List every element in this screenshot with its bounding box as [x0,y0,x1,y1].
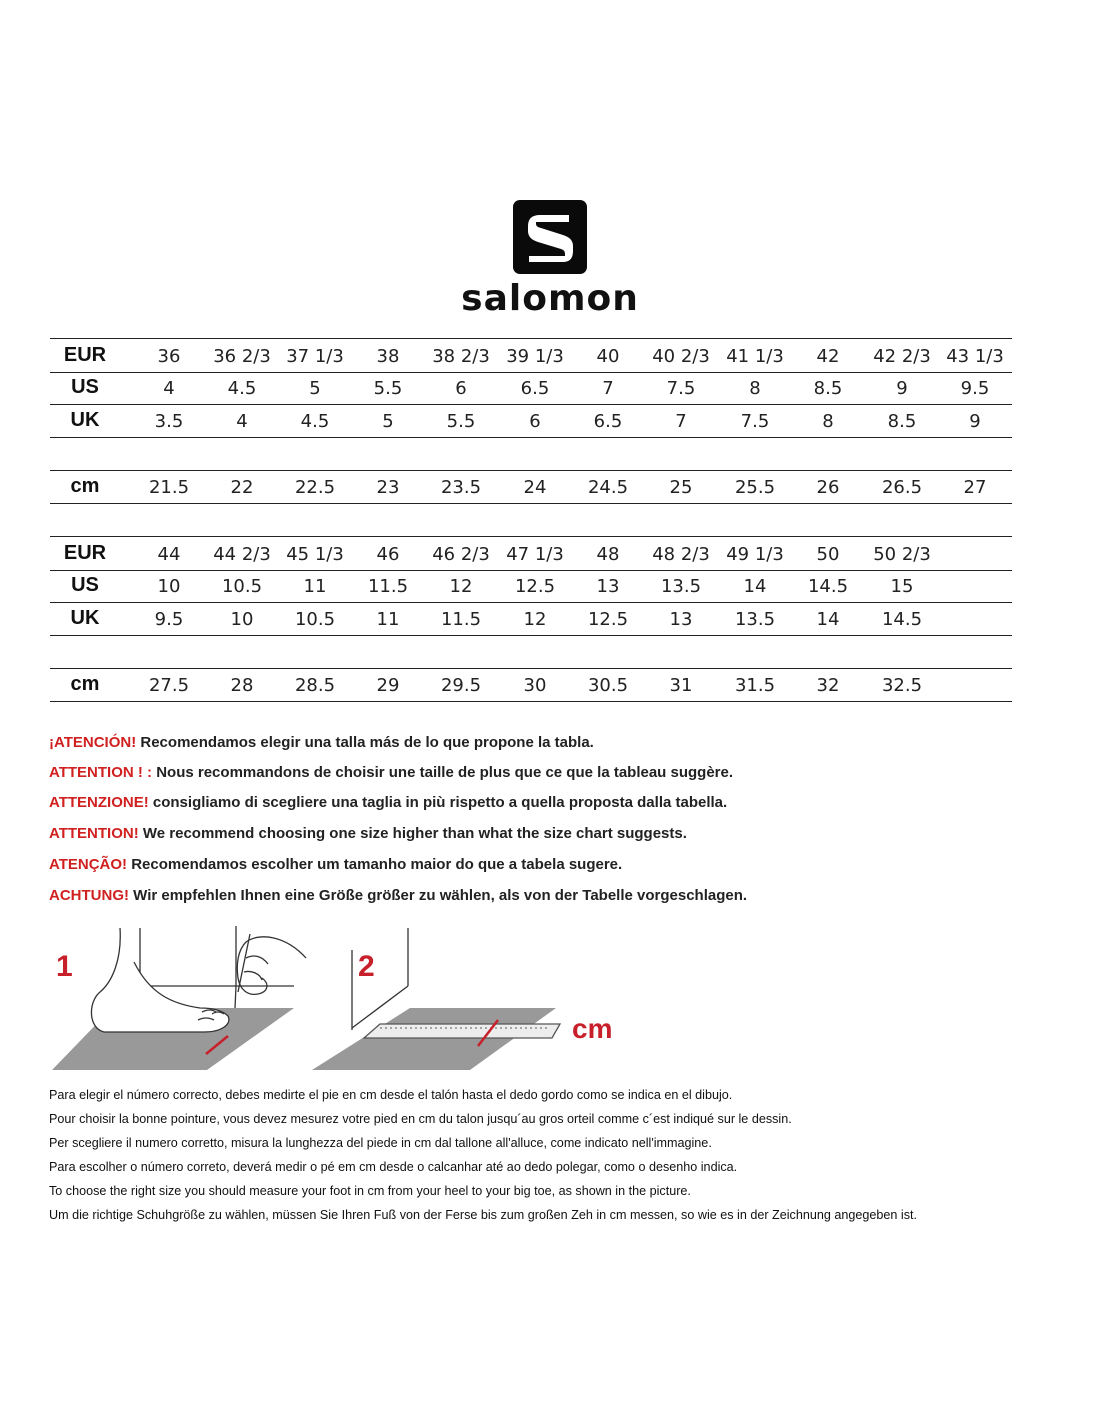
size-cell: 9.5 [154,609,184,630]
size-cell: 39 1/3 [506,346,564,367]
size-row-eur [50,338,1012,373]
size-row-uk [50,404,1012,438]
row-label: cm [70,475,100,497]
row-label: EUR [63,542,107,564]
instruction-fr: Pour choisir la bonne pointure, vous devez mesurez votre pied en cm du talon jusqu´au gros orteil comme c´est indiqué sur le dessin. [49,1112,792,1126]
size-cell: 6 [529,411,541,432]
size-cell: 5 [309,378,321,399]
step-2-label: 2 [358,950,375,983]
size-cell: 6 [455,378,467,399]
size-cell: 44 2/3 [213,544,271,565]
size-cell: 11 [303,576,327,597]
warning-pt: ATENÇÃO! Recomendamos escolher um tamanho maior do que a tabela sugere. [49,856,623,873]
size-cell: 30 [523,675,547,696]
warning-es: ¡ATENCIÓN! Recomendamos elegir una talla más de lo que propone la tabla. [49,734,594,751]
size-cell: 48 [596,544,620,565]
size-cell: 14 [816,609,840,630]
size-cell: 24.5 [587,477,629,498]
size-row-uk [50,602,1012,636]
size-cell: 13 [596,576,620,597]
size-cell: 23.5 [440,477,482,498]
size-cell: 4 [236,411,248,432]
size-cell: 44 [157,544,181,565]
size-cell: 32.5 [881,675,923,696]
size-cell: 31 [669,675,693,696]
size-cell: 7 [602,378,614,399]
instruction-pt: Para escolher o número correto, deverá medir o pé em cm desde o calcanhar até ao dedo polegar, como o desenho indica. [49,1160,738,1174]
row-label: EUR [63,344,107,366]
size-cell: 5 [382,411,394,432]
size-cell: 49 1/3 [726,544,784,565]
size-cell: 45 1/3 [286,544,344,565]
size-cell: 8.5 [887,411,917,432]
size-cell: 42 2/3 [873,346,931,367]
size-cell: 13.5 [734,609,776,630]
size-cell: 5.5 [446,411,476,432]
size-cell: 14 [743,576,767,597]
size-cell: 31.5 [734,675,776,696]
size-cell: 7.5 [740,411,770,432]
size-cell: 4 [163,378,175,399]
row-label [50,437,120,470]
size-cell: 26.5 [881,477,923,498]
size-cell: 11.5 [440,609,482,630]
row-label: UK [70,607,100,629]
size-cell: 38 2/3 [432,346,490,367]
size-cell: 12 [523,609,547,630]
size-row-spacer [50,635,1012,669]
size-cell: 27 [963,477,987,498]
instruction-it: Per scegliere il numero corretto, misura la lunghezza del piede in cm dal tallone all'alluce, come indicato nell'immagine. [49,1136,712,1150]
size-cell: 48 2/3 [652,544,710,565]
size-cell: 14.5 [807,576,849,597]
size-cell: 27.5 [148,675,190,696]
size-cell: 28 [230,675,254,696]
size-cell: 36 [157,346,181,367]
size-cell: 7.5 [666,378,696,399]
size-cell: 37 1/3 [286,346,344,367]
instruction-de: Um die richtige Schuhgröße zu wählen, müssen Sie Ihren Fuß von der Ferse bis zum großen Zeh in cm messen, so wie es in der Zeichnung angegeben ist. [49,1208,917,1222]
size-cell: 11.5 [367,576,409,597]
size-cell: 13.5 [660,576,702,597]
row-label: UK [70,409,100,431]
salomon-s-logo-icon [513,200,587,274]
size-cell: 7 [675,411,687,432]
brand-wordmark: salomon [461,278,639,319]
size-cell: 30.5 [587,675,629,696]
size-cell: 40 [596,346,620,367]
size-cell: 13 [669,609,693,630]
size-cell: 12 [449,576,473,597]
size-row-us [50,371,1012,405]
measurement-illustration [0,920,1100,1080]
size-row-cm [50,470,1012,504]
step-1-label: 1 [56,950,73,983]
size-cell: 21.5 [148,477,190,498]
size-cell: 5.5 [373,378,403,399]
row-label: US [71,376,99,398]
warning-it: ATTENZIONE! consigliamo di scegliere una taglia in più rispetto a quella proposta dalla tabella. [49,794,728,811]
size-cell: 10.5 [294,609,336,630]
size-cell: 46 [376,544,400,565]
row-label: cm [70,673,100,695]
size-cell: 42 [816,346,840,367]
instruction-es: Para elegir el número correcto, debes medirte el pie en cm desde el talón hasta el dedo gordo como se indica en el dibujo. [49,1088,733,1102]
size-cell: 28.5 [294,675,336,696]
size-cell: 4.5 [300,411,330,432]
size-cell: 15 [890,576,914,597]
size-cell: 12.5 [587,609,629,630]
size-cell: 11 [376,609,400,630]
warning-fr: ATTENTION ! : Nous recommandons de choisir une taille de plus que ce que la tableau suggère. [49,764,734,781]
size-cell: 6.5 [520,378,550,399]
size-cell: 12.5 [514,576,556,597]
size-cell: 25.5 [734,477,776,498]
size-cell: 8 [822,411,834,432]
brand-logo [0,200,1100,274]
size-cell: 50 2/3 [873,544,931,565]
size-row-cm [50,668,1012,702]
warning-en: ATTENTION! We recommend choosing one size higher than what the size chart suggests. [49,825,687,842]
size-row-us [50,569,1012,603]
size-cell: 9 [969,411,981,432]
size-cell: 26 [816,477,840,498]
foot-measuring-icon [52,926,306,1070]
size-cell: 36 2/3 [213,346,271,367]
size-cell: 8 [749,378,761,399]
size-cell: 47 1/3 [506,544,564,565]
size-cell: 14.5 [881,609,923,630]
unit-label: cm [572,1013,613,1044]
size-row-eur [50,536,1012,571]
size-cell: 10 [230,609,254,630]
size-cell: 50 [816,544,840,565]
size-cell: 46 2/3 [432,544,490,565]
size-cell: 24 [523,477,547,498]
size-cell: 6.5 [593,411,623,432]
size-cell: 10.5 [221,576,263,597]
size-cell: 22.5 [294,477,336,498]
size-cell: 3.5 [154,411,184,432]
size-cell: 9 [896,378,908,399]
size-cell: 25 [669,477,693,498]
size-cell: 23 [376,477,400,498]
size-cell: 38 [376,346,400,367]
size-cell: 40 2/3 [652,346,710,367]
size-cell: 29 [376,675,400,696]
instruction-en: To choose the right size you should measure your foot in cm from your heel to your big toe, as shown in the picture. [49,1184,691,1198]
warning-de: ACHTUNG! Wir empfehlen Ihnen eine Größe größer zu wählen, als von der Tabelle vorgeschlagen. [49,887,748,904]
size-row-spacer [50,437,1012,471]
size-cell: 29.5 [440,675,482,696]
size-cell: 32 [816,675,840,696]
size-cell: 9.5 [960,378,990,399]
size-cell: 8.5 [813,378,843,399]
ruler-icon [312,928,560,1070]
size-cell: 10 [157,576,181,597]
size-cell: 22 [230,477,254,498]
size-cell: 43 1/3 [946,346,1004,367]
size-cell: 4.5 [227,378,257,399]
size-cell: 41 1/3 [726,346,784,367]
row-label: US [71,574,99,596]
row-label [50,635,120,668]
